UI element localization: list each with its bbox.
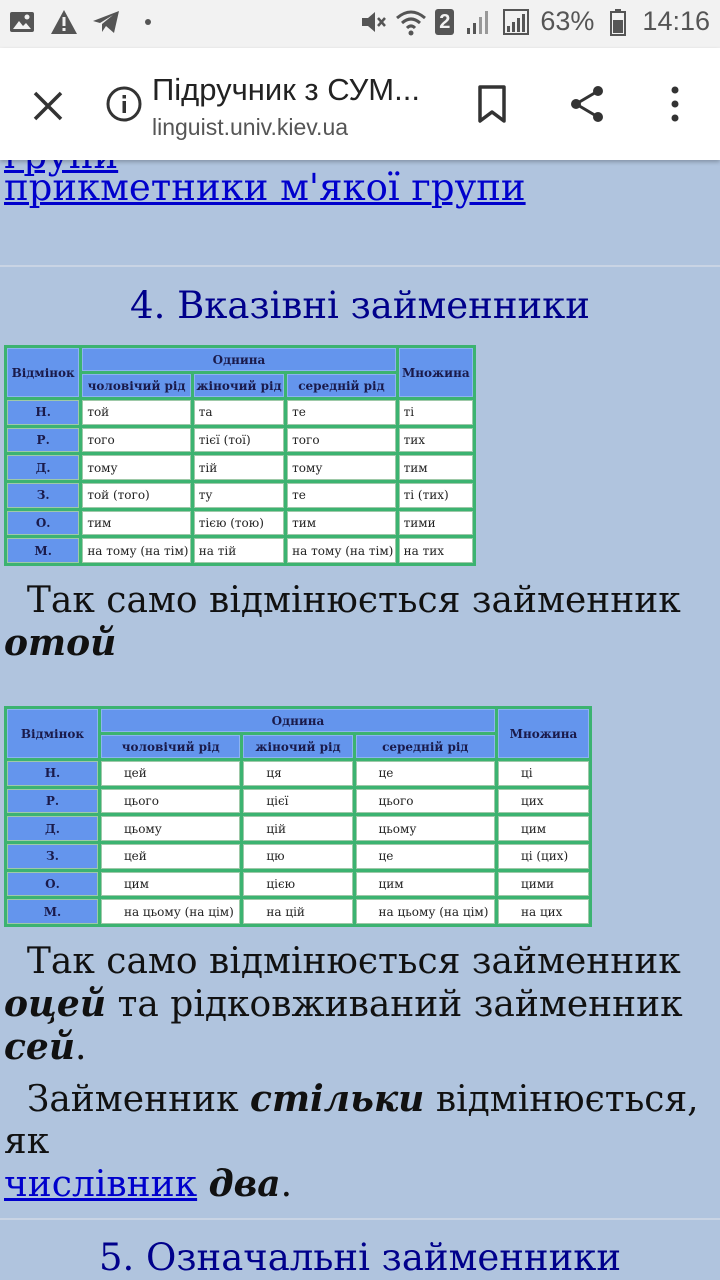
- table-cell: те: [287, 483, 395, 508]
- header-singular: Однина: [101, 709, 495, 732]
- case-cell: О.: [7, 511, 79, 536]
- share-icon[interactable]: [566, 82, 610, 126]
- battery-percent: 63%: [540, 6, 595, 36]
- table-cell: це: [356, 761, 495, 786]
- table-cell: ті: [399, 400, 473, 425]
- sim-badge: 2: [435, 9, 454, 35]
- telegram-icon: [92, 8, 120, 36]
- table-cell: на цьому (на цім): [356, 899, 495, 924]
- table-cell: ту: [194, 483, 284, 508]
- table-cell: цьому: [356, 816, 495, 841]
- table-cell: той (того): [82, 483, 190, 508]
- mute-icon: [359, 8, 387, 36]
- case-cell: Р.: [7, 789, 98, 814]
- case-cell: З.: [7, 844, 98, 869]
- table-cell: того: [82, 428, 190, 453]
- table-row: [7, 789, 589, 814]
- case-cell: М.: [7, 538, 79, 563]
- table-cell: цим: [101, 872, 240, 897]
- clock: 14:16: [642, 6, 710, 36]
- page-url[interactable]: linguist.univ.kiev.ua: [152, 114, 349, 140]
- table-cell: ці: [498, 761, 589, 786]
- header-singular: Однина: [82, 348, 395, 371]
- bold-word: сей: [4, 1026, 75, 1068]
- table-cell: цих: [498, 789, 589, 814]
- page-title[interactable]: Підручник з СУМ...: [152, 72, 420, 107]
- bold-word: стільки: [250, 1078, 425, 1120]
- table-cell: цій: [243, 816, 352, 841]
- warning-icon: [50, 8, 78, 36]
- table-cell: тими: [399, 511, 473, 536]
- header-masculine: чоловічий рід: [82, 374, 190, 397]
- table-cell: тим: [287, 511, 395, 536]
- signal-icon: [464, 8, 492, 36]
- bookmark-icon[interactable]: [474, 82, 510, 126]
- paragraph-text: .: [280, 1164, 293, 1205]
- paragraph-text: .: [75, 1027, 87, 1068]
- header-case: Відмінок: [7, 348, 79, 397]
- table-cell: цієї: [243, 789, 352, 814]
- bold-word: оцей: [4, 983, 107, 1025]
- image-icon: [8, 8, 36, 36]
- table-cell: цей: [101, 844, 240, 869]
- table-row: [7, 844, 589, 869]
- paragraph-text: Так само відмінюється займенник: [26, 580, 681, 621]
- case-cell: З.: [7, 483, 79, 508]
- table-cell: тому: [82, 455, 190, 480]
- separator: [0, 265, 720, 267]
- header-case: Відмінок: [7, 709, 98, 758]
- table-row: [7, 899, 589, 924]
- header-plural: Множина: [399, 348, 473, 397]
- table-cell: той: [82, 400, 190, 425]
- table-cell: тому: [287, 455, 395, 480]
- table-cell: того: [287, 428, 395, 453]
- notification-icons: [8, 8, 162, 36]
- more-vert-icon[interactable]: [660, 82, 690, 126]
- table-cell: ці (цих): [498, 844, 589, 869]
- table-cell: на тій: [194, 538, 284, 563]
- section-heading-4: 4. Вказівні займенники: [130, 284, 590, 327]
- table-row: [7, 538, 473, 563]
- table-row: [7, 872, 589, 897]
- table-cell: тим: [82, 511, 190, 536]
- paragraph-otsei: [4, 941, 716, 1069]
- case-cell: М.: [7, 899, 98, 924]
- table-row: [7, 455, 473, 480]
- table-cell: цим: [356, 872, 495, 897]
- header-neuter: середній рід: [356, 735, 495, 758]
- table-cell: цим: [498, 816, 589, 841]
- table-cell: тією (тою): [194, 511, 284, 536]
- table-cell: тих: [399, 428, 473, 453]
- table-cell: на тому (на тім): [82, 538, 190, 563]
- page-content: [0, 160, 720, 1280]
- case-cell: О.: [7, 872, 98, 897]
- section-heading-5: 5. Означальні займенники: [98, 1236, 622, 1279]
- table-cell: на тих: [399, 538, 473, 563]
- paragraph-stilky: [4, 1078, 716, 1206]
- table-cell: тій: [194, 455, 284, 480]
- bold-word: отой: [4, 622, 117, 664]
- case-cell: Д.: [7, 455, 79, 480]
- paragraph-text: відмінюється, як: [4, 1079, 699, 1162]
- table-cell: цей: [101, 761, 240, 786]
- battery-icon: [604, 8, 632, 36]
- table-cell: цього: [101, 789, 240, 814]
- table-cell: тієї (тої): [194, 428, 284, 453]
- paragraph-text: Займенник: [26, 1079, 239, 1120]
- case-cell: Н.: [7, 761, 98, 786]
- table-cell: цю: [243, 844, 352, 869]
- declension-table-1: [4, 345, 476, 566]
- system-icons: [359, 6, 710, 37]
- close-icon[interactable]: [26, 84, 70, 128]
- table-row: [7, 761, 589, 786]
- table-cell: та: [194, 400, 284, 425]
- browser-toolbar: [0, 48, 720, 160]
- table-cell: тим: [399, 455, 473, 480]
- dot-icon: [134, 8, 162, 36]
- bold-word: два: [208, 1163, 281, 1205]
- table-row: [7, 511, 473, 536]
- table-cell: це: [356, 844, 495, 869]
- table-cell: на тому (на тім): [287, 538, 395, 563]
- case-cell: Д.: [7, 816, 98, 841]
- wifi-icon: [397, 8, 425, 36]
- table-row: [7, 816, 589, 841]
- status-bar: [0, 0, 720, 48]
- signal-icon: [502, 8, 530, 36]
- table-cell: цього: [356, 789, 495, 814]
- table-cell: цими: [498, 872, 589, 897]
- table-cell: на цьому (на цім): [101, 899, 240, 924]
- header-feminine: жіночий рід: [194, 374, 284, 397]
- paragraph-text: та рідковживаний займенник: [117, 984, 683, 1025]
- header-neuter: середній рід: [287, 374, 395, 397]
- link-numeral[interactable]: числівник: [4, 1164, 198, 1205]
- table-cell: ті (тих): [399, 483, 473, 508]
- table-cell: те: [287, 400, 395, 425]
- table-cell: на цих: [498, 899, 589, 924]
- header-plural: Множина: [498, 709, 589, 758]
- header-masculine: чоловічий рід: [101, 735, 240, 758]
- paragraph-otoi: [4, 580, 716, 665]
- link-soft-group-adjectives[interactable]: прикметники м'якої групи: [4, 166, 526, 209]
- separator: [0, 1218, 720, 1220]
- table-cell: на цій: [243, 899, 352, 924]
- table-cell: ця: [243, 761, 352, 786]
- paragraph-text: Так само відмінюється займенник: [26, 941, 681, 982]
- header-feminine: жіночий рід: [243, 735, 352, 758]
- declension-table-2: [4, 706, 592, 927]
- info-icon[interactable]: [104, 84, 144, 124]
- table-row: [7, 400, 473, 425]
- table-cell: цьому: [101, 816, 240, 841]
- case-cell: Р.: [7, 428, 79, 453]
- table-cell: цією: [243, 872, 352, 897]
- table-row: [7, 483, 473, 508]
- table-row: [7, 428, 473, 453]
- case-cell: Н.: [7, 400, 79, 425]
